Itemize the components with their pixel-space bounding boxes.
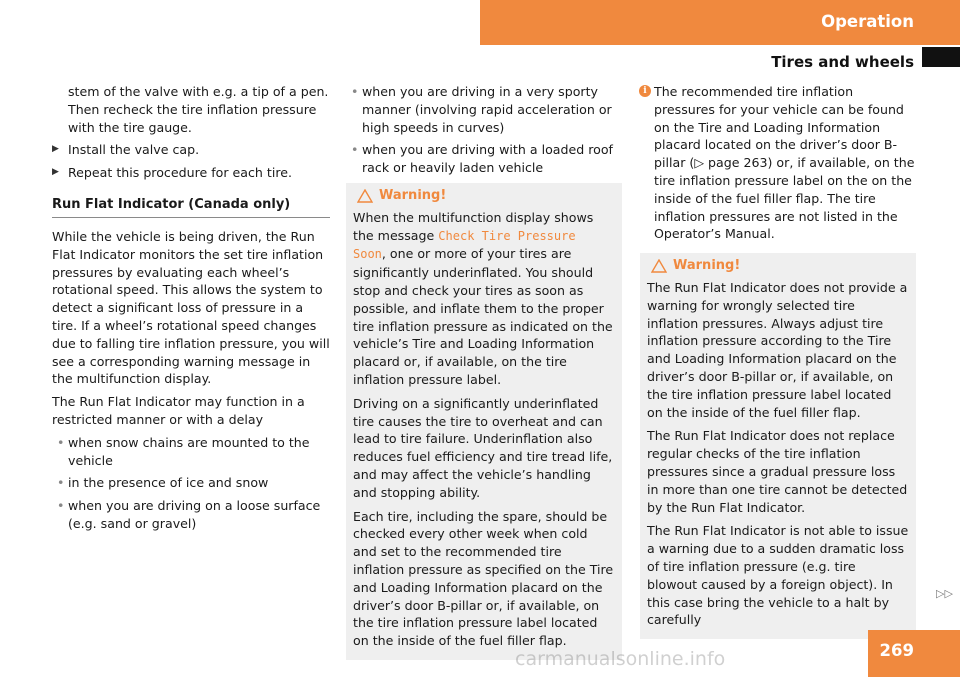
bullet-icon: • [351,142,359,158]
warning-box [346,183,622,660]
continued-marker: ▷▷ [936,587,953,600]
warning-title-text: Warning! [379,187,447,203]
bullet-icon: • [57,434,65,450]
list-item-text: when you are driving in a very sporty manner (involving rapid acceleration or high speeds in curves) [362,84,612,135]
column-left [52,83,330,538]
info-icon: i [639,85,651,97]
info-note [640,83,916,243]
warning-paragraph: The Run Flat Indicator does not replace regular checks of the tire inflation pressures since a gradual pressure loss in more than one tire cannot be detected by the Run Flat Indicator. [647,428,908,515]
step-text: Repeat this procedure for each tire. [68,165,292,181]
warning-text: When the multifunction display shows the message [353,209,594,243]
page-number: 269 [879,641,914,660]
page-ref-arrow-icon: ▷ [694,155,704,171]
paragraph: While the vehicle is being driven, the Run Flat Indicator monitors the set tire inflation pressures by evaluating each wheel’s rotational speed. This allows the system to detect a significant loss of pressure in a tire. If a wheel’s rotational speed changes due to falling tire inflation pressure, you will see a corresponding warning message in the multifunction display. [52,228,330,387]
intro-text: stem of the valve with e.g. a tip of a pen. Then recheck the tire inflation pressure with the tire gauge. [68,84,329,135]
warning-paragraph: Driving on a significantly underinflated tire causes the tire to overheat and can lead to tire failure. Underinflation also reduces fuel efficiency and tire tread life, and may affect the vehicle’s handling and stopping ability. [353,395,613,500]
info-text: The recommended tire inflation pressures for your vehicle can be found on the Tire and Loading Information placard located on the driver’s door B-pillar ( [654,84,904,171]
warning-text: , one or more of your tires are significantly underinflated. You should stop and check your tires as soon as possible, and inflate them to the proper tire inflation pressure as indicated on the vehicle’s Tire and Loading Information placard or, if available, on the tire inflation pressure label. [353,246,613,387]
paragraph: The Run Flat Indicator may function in a restricted manner or with a delay [52,394,305,427]
list-item [52,434,330,470]
page-reference-link[interactable]: page 263 [708,155,768,171]
list-item [52,497,330,533]
list-item [346,141,622,177]
list-item-text: when snow chains are mounted to the vehicle [68,434,310,468]
list-item-text: when you are driving with a loaded roof rack or heavily laden vehicle [362,142,613,176]
watermark: carmanualsonline.info [515,648,726,670]
section-title: Operation [821,12,914,31]
warning-box [640,253,916,639]
warning-paragraph: The Run Flat Indicator does not provide a warning for wrongly selected tire inflation pressures. Always adjust tire inflation pressure according to the Tire and Loading Information placard on the driver’s door B-pillar or, if available, on the tire inflation pressure label located on the inside of the fuel filler flap. [647,279,908,420]
arrow-right-icon: ▶ [52,144,59,155]
list-item-text: in the presence of ice and snow [68,475,269,491]
list-item-text: when you are driving on a loose surface (e.g. sand or gravel) [68,498,321,531]
list-item [346,83,622,136]
warning-title-text: Warning! [673,258,741,274]
bullet-icon: • [351,84,359,99]
header-block [922,47,960,67]
warning-title [647,257,909,275]
warning-triangle-icon [357,189,373,203]
warning-title [353,187,615,205]
column-middle [346,83,622,660]
bullet-icon: • [57,475,65,491]
section-heading: Run Flat Indicator (Canada only) [52,196,330,218]
step-text: Install the valve cap. [68,142,200,158]
step-item [52,141,330,159]
warning-triangle-icon [651,259,667,273]
list-item [52,474,330,492]
bullet-icon: • [57,498,65,514]
column-right [640,83,916,639]
info-text: ) or, if available, on the tire inflation pressure label on the on the inside of the fuel filler flap. The tire inflation pressures are not listed in the Operator’s Manual. [654,155,915,242]
warning-paragraph [353,209,615,389]
display-message-code: Check Tire Pressure Soon [353,228,576,262]
step-item [52,164,330,182]
warning-paragraph: The Run Flat Indicator is not able to issue a warning due to a sudden dramatic loss of tire inflation pressure (e.g. tire blowout caused by a foreign object). In this case bring the vehicle to a halt by carefully [647,523,909,628]
warning-paragraph: Each tire, including the spare, should be checked every other week when cold and set to the recommended tire inflation pressure as specified on the Tire and Loading Information placard on the driver’s door B-pillar or, if available, on the tire inflation pressure label located on the inside of the fuel filler flap. [353,508,614,649]
subsection-title: Tires and wheels [771,53,914,71]
arrow-right-icon: ▶ [52,167,59,178]
